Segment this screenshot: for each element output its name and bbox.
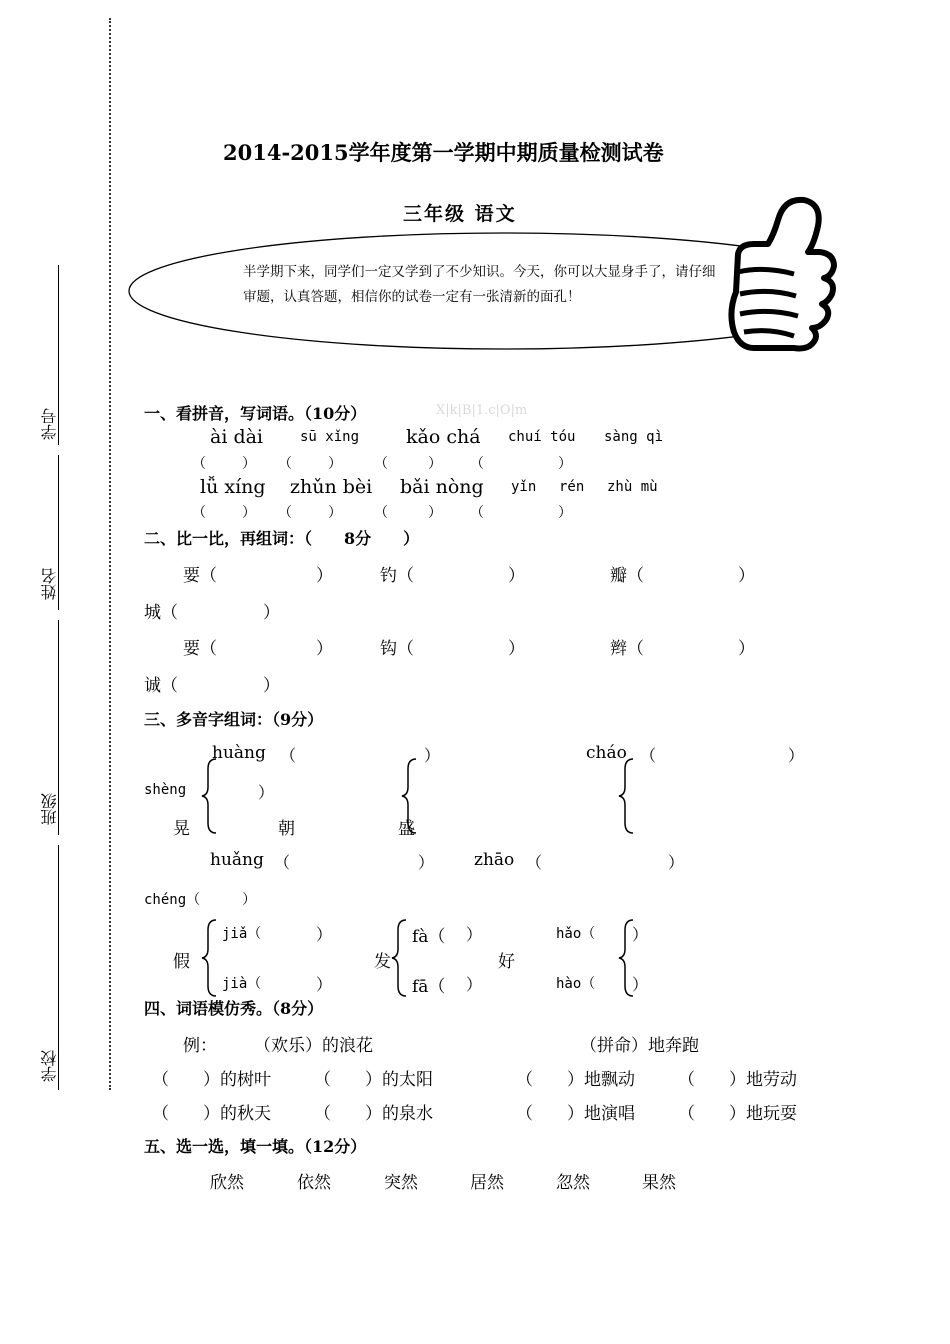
exam-subtitle: 三年级 语文 bbox=[403, 203, 517, 225]
brace-chao bbox=[400, 757, 420, 835]
compare-item-ban[interactable]: 瓣（ bbox=[610, 566, 644, 586]
char-huang: 晃 bbox=[173, 819, 190, 839]
section1-heading: 一、看拼音，写词语。（10分） bbox=[144, 404, 367, 423]
banji-write-line[interactable] bbox=[58, 620, 59, 835]
example-label: 例： bbox=[183, 1036, 217, 1056]
compare-paren-close: ） bbox=[738, 566, 755, 586]
answer-paren-close: ） bbox=[632, 975, 649, 994]
answer-paren-close: ） bbox=[668, 853, 685, 872]
pinyin-jia-3[interactable]: jiǎ（ bbox=[222, 926, 262, 942]
brace-sheng bbox=[617, 757, 637, 835]
phrase-blank-piaodong[interactable]: （ ）地飘动 bbox=[516, 1070, 635, 1090]
compare-item-gou[interactable]: 钩（ bbox=[380, 639, 414, 659]
pinyin-sheng: shèng bbox=[144, 782, 187, 798]
phrase-blank-shuye[interactable]: （ ）的树叶 bbox=[152, 1070, 271, 1090]
xingming-write-line[interactable] bbox=[58, 455, 59, 610]
compare-item-bian[interactable]: 辫（ bbox=[610, 639, 644, 659]
pinyin-zhao: zhāo bbox=[474, 850, 515, 870]
pinyin-cheng[interactable]: chéng（ ） bbox=[144, 892, 257, 908]
intro-text: 半学期下来，同学们一定又学到了不少知识。今天，你可以大显身手了，请仔细审题，认真答题，相信你的试卷一定有一张清新的面孔！ bbox=[243, 264, 716, 305]
example-phrase-2: （拼命）地奔跑 bbox=[580, 1036, 699, 1056]
answer-paren-close: ） bbox=[418, 853, 435, 872]
word-option: 居然 bbox=[470, 1173, 504, 1193]
exam-title: 2014-2015学年度第一学期中期质量检测试卷 bbox=[223, 140, 664, 165]
brace-jia bbox=[200, 918, 220, 998]
answer-paren-close: ） bbox=[242, 505, 256, 521]
phrase-blank-taiyang[interactable]: （ ）的太阳 bbox=[314, 1070, 433, 1090]
char-jia: 假 bbox=[173, 952, 190, 972]
answer-paren-open[interactable]: （ bbox=[274, 853, 291, 872]
section2-heading: 二、比一比，再组词：（ 8分 ） bbox=[144, 529, 420, 548]
phrase-blank-yanchang[interactable]: （ ）地演唱 bbox=[516, 1104, 635, 1124]
word-option: 依然 bbox=[297, 1173, 331, 1193]
compare-item-cheng[interactable]: 城（ ） bbox=[144, 603, 280, 623]
pinyin-huang-3: huǎng bbox=[210, 850, 264, 870]
pinyin-su-xing: sū xǐng bbox=[300, 429, 360, 445]
answer-paren-open[interactable]: （ bbox=[526, 853, 543, 872]
pinyin-bai-nong: bǎi nòng bbox=[400, 476, 484, 498]
pinyin-zhun-bei: zhǔn bèi bbox=[290, 476, 373, 498]
char-fa: 发 bbox=[374, 952, 391, 972]
answer-paren-open[interactable]: （ bbox=[640, 746, 657, 765]
pinyin-chao: cháo bbox=[586, 743, 627, 763]
word-option: 突然 bbox=[384, 1173, 418, 1193]
pinyin-fa-4[interactable]: fà（ bbox=[412, 927, 446, 947]
pinyin-sang-qi: sàng qì bbox=[604, 429, 664, 445]
answer-paren-close: ） bbox=[428, 456, 442, 472]
xuexiao-write-line[interactable] bbox=[58, 845, 59, 1090]
brace-hao bbox=[617, 918, 637, 998]
answer-paren-close: ） bbox=[788, 746, 805, 765]
answer-paren-close: ） bbox=[316, 925, 333, 944]
pinyin-huang-4: huàng bbox=[212, 743, 266, 763]
answer-paren-close: ） bbox=[424, 746, 441, 765]
answer-paren-close: ） bbox=[466, 925, 483, 944]
section3-heading: 三、多音字组词：（9分） bbox=[144, 710, 324, 729]
side-label-xingming: 姓名 bbox=[40, 568, 59, 600]
side-label-xuexiao: 学校 bbox=[40, 1050, 59, 1082]
word-option: 忽然 bbox=[556, 1173, 590, 1193]
answer-paren-open[interactable]: （ bbox=[374, 456, 388, 472]
brace-fa bbox=[390, 918, 410, 998]
word-option: 果然 bbox=[642, 1173, 676, 1193]
pinyin-hao-4[interactable]: hào（ bbox=[556, 976, 596, 992]
compare-paren-close: ） bbox=[316, 639, 333, 659]
compare-paren-close: ） bbox=[316, 566, 333, 586]
phrase-blank-wanshua[interactable]: （ ）地玩耍 bbox=[678, 1104, 797, 1124]
pinyin-ai-dai: ài dài bbox=[210, 426, 264, 448]
pinyin-lv-xing: lǚ xíng bbox=[200, 476, 266, 498]
compare-item-diao[interactable]: 钓（ bbox=[380, 566, 414, 586]
answer-paren-close: ） bbox=[558, 505, 572, 521]
pinyin-fa-1[interactable]: fā（ bbox=[412, 977, 446, 997]
pinyin-yin: yǐn bbox=[511, 479, 537, 495]
answer-paren-open[interactable]: （ bbox=[278, 456, 292, 472]
compare-item-yao[interactable]: 要（ bbox=[183, 566, 217, 586]
pinyin-kao-cha: kǎo chá bbox=[406, 426, 481, 448]
answer-paren-close: ） bbox=[328, 505, 342, 521]
compare-item-yao2[interactable]: 要（ bbox=[183, 639, 217, 659]
compare-paren-close: ） bbox=[738, 639, 755, 659]
xuehao-write-line[interactable] bbox=[58, 265, 59, 445]
side-label-xuehao: 学号 bbox=[40, 408, 59, 440]
answer-paren-close: ） bbox=[328, 456, 342, 472]
thumbs-up-icon bbox=[724, 192, 842, 352]
compare-item-cheng2[interactable]: 诚（ ） bbox=[144, 676, 280, 696]
binding-dotted-line bbox=[109, 18, 111, 1090]
word-option: 欣然 bbox=[210, 1173, 244, 1193]
brace-huang bbox=[200, 757, 220, 835]
phrase-blank-quanshui[interactable]: （ ）的泉水 bbox=[314, 1104, 433, 1124]
answer-paren-open[interactable]: （ bbox=[278, 505, 292, 521]
answer-paren-open[interactable]: （ bbox=[374, 505, 388, 521]
pinyin-jia-4[interactable]: jià（ bbox=[222, 976, 262, 992]
answer-paren-close: ） bbox=[558, 456, 572, 472]
watermark-text: X|k|B|1.c|O|m bbox=[436, 403, 528, 418]
section5-heading: 五、选一选，填一填。（12分） bbox=[144, 1137, 367, 1156]
answer-paren-open[interactable]: （ bbox=[192, 505, 206, 521]
answer-paren-close: ） bbox=[316, 975, 333, 994]
side-label-banji: 班级 bbox=[40, 793, 59, 825]
answer-paren-open[interactable]: （ bbox=[470, 505, 484, 521]
answer-paren-close: ） bbox=[632, 925, 649, 944]
pinyin-chui-tou: chuí tóu bbox=[508, 429, 576, 445]
char-hao: 好 bbox=[498, 952, 515, 972]
section4-heading: 四、词语模仿秀。（8分） bbox=[144, 999, 324, 1018]
phrase-blank-qiutian[interactable]: （ ）的秋天 bbox=[152, 1104, 271, 1124]
pinyin-ren: rén bbox=[559, 479, 585, 495]
answer-paren-close: ） bbox=[242, 456, 256, 472]
phrase-blank-laodong[interactable]: （ ）地劳动 bbox=[678, 1070, 797, 1090]
answer-paren-open[interactable]: （ bbox=[192, 456, 206, 472]
answer-paren-open[interactable]: （ bbox=[470, 456, 484, 472]
example-phrase-1: （欢乐）的浪花 bbox=[254, 1036, 373, 1056]
answer-paren-close: ） bbox=[258, 783, 275, 802]
answer-paren-open[interactable]: （ bbox=[280, 746, 297, 765]
answer-paren-close: ） bbox=[466, 975, 483, 994]
compare-paren-close: ） bbox=[508, 639, 525, 659]
char-chao: 朝 bbox=[278, 819, 295, 839]
answer-paren-close: ） bbox=[428, 505, 442, 521]
pinyin-zhu-mu: zhù mù bbox=[607, 479, 658, 495]
pinyin-hao-3[interactable]: hǎo（ bbox=[556, 926, 596, 942]
compare-paren-close: ） bbox=[508, 566, 525, 586]
char-sheng: 盛 bbox=[398, 819, 415, 839]
